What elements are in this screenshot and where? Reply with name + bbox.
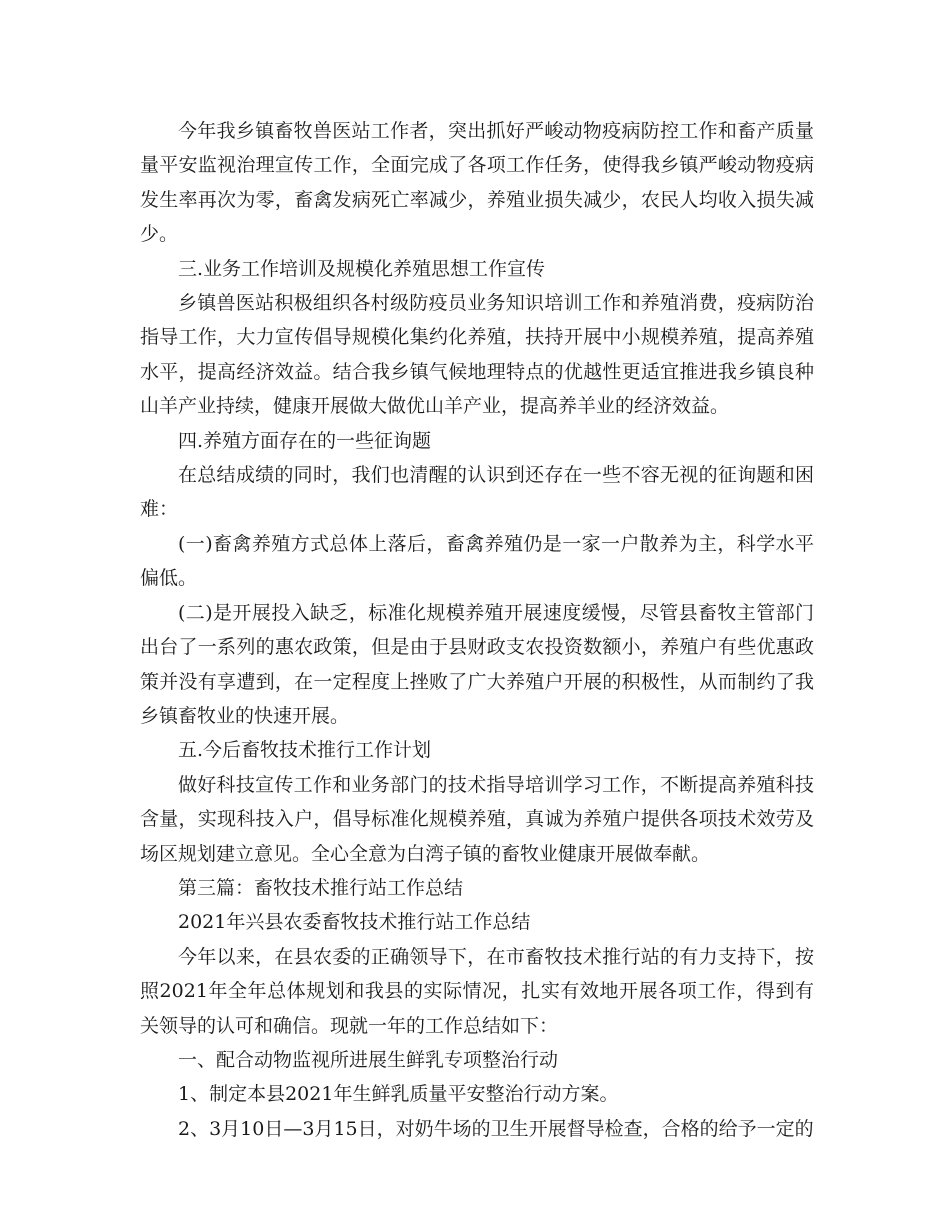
- list-item: 2、3月10日—3月15日，对奶牛场的卫生开展督导检查，合格的给予一定的: [178, 1117, 814, 1140]
- report-title: 2021年兴县农委畜牧技术推行站工作总结: [178, 911, 531, 934]
- paragraph: 在总结成绩的同时，我们也清醒的认识到还存在一些不容无视的征询题和困难：: [140, 464, 814, 521]
- section-heading: 三.业务工作培训及规模化养殖思想工作宣传: [178, 257, 546, 280]
- paragraph: (一)畜禽养殖方式总体上落后，畜禽养殖仍是一家一户散养为主，科学水平偏低。: [140, 532, 814, 590]
- list-item: 1、制定本县2021年生鲜乳质量平安整治行动方案。: [178, 1083, 619, 1106]
- section-heading: 五.今后畜牧技术推行工作计划: [178, 739, 432, 762]
- chapter-title: 第三篇：畜牧技术推行站工作总结: [178, 876, 464, 899]
- section-heading: 四.养殖方面存在的一些征询题: [178, 429, 432, 452]
- paragraph: 今年我乡镇畜牧兽医站工作者，突出抓好严峻动物疫病防控工作和畜产质量量平安监视治理宣传工作，全面完成了各项工作任务，使得我乡镇严峻动物疫病发生率再次为零，畜禽发病死亡率减少，养殖业损失减少，农民人均收入损失减少。: [140, 120, 814, 246]
- section-heading: 一、配合动物监视所进展生鲜乳专项整治行动: [178, 1048, 559, 1071]
- paragraph: (二)是开展投入缺乏，标准化规模养殖开展速度缓慢，尽管县畜牧主管部门出台了一系列的惠农政策，但是由于县财政支农投资数额小，养殖户有些优惠政策并没有享遭到，在一定程度上挫败了广大养殖户开展的积极性，从而制约了我乡镇畜牧业的快速开展。: [140, 601, 814, 727]
- document-body: [140, 114, 814, 1146]
- paragraph: 今年以来，在县农委的正确领导下，在市畜牧技术推行站的有力支持下，按照2021年全年总体规划和我县的实际情况，扎实有效地开展各项工作，得到有关领导的认可和确信。现就一年的工作总结如下：: [140, 945, 814, 1037]
- paragraph: 乡镇兽医站积极组织各村级防疫员业务知识培训工作和养殖消费，疫病防治指导工作，大力宣传倡导规模化集约化养殖，扶持开展中小规模养殖，提高养殖水平，提高经济效益。结合我乡镇气候地理特点的优越性更适宜推进我乡镇良种山羊产业持续，健康开展做大做优山羊产业，提高养羊业的经济效益。: [140, 292, 814, 418]
- paragraph: 做好科技宣传工作和业务部门的技术指导培训学习工作，不断提高养殖科技含量，实现科技入户，倡导标准化规模养殖，真诚为养殖户提供各项技术效劳及场区规划建立意见。全心全意为白湾子镇的畜牧业健康开展做奉献。: [140, 773, 814, 865]
